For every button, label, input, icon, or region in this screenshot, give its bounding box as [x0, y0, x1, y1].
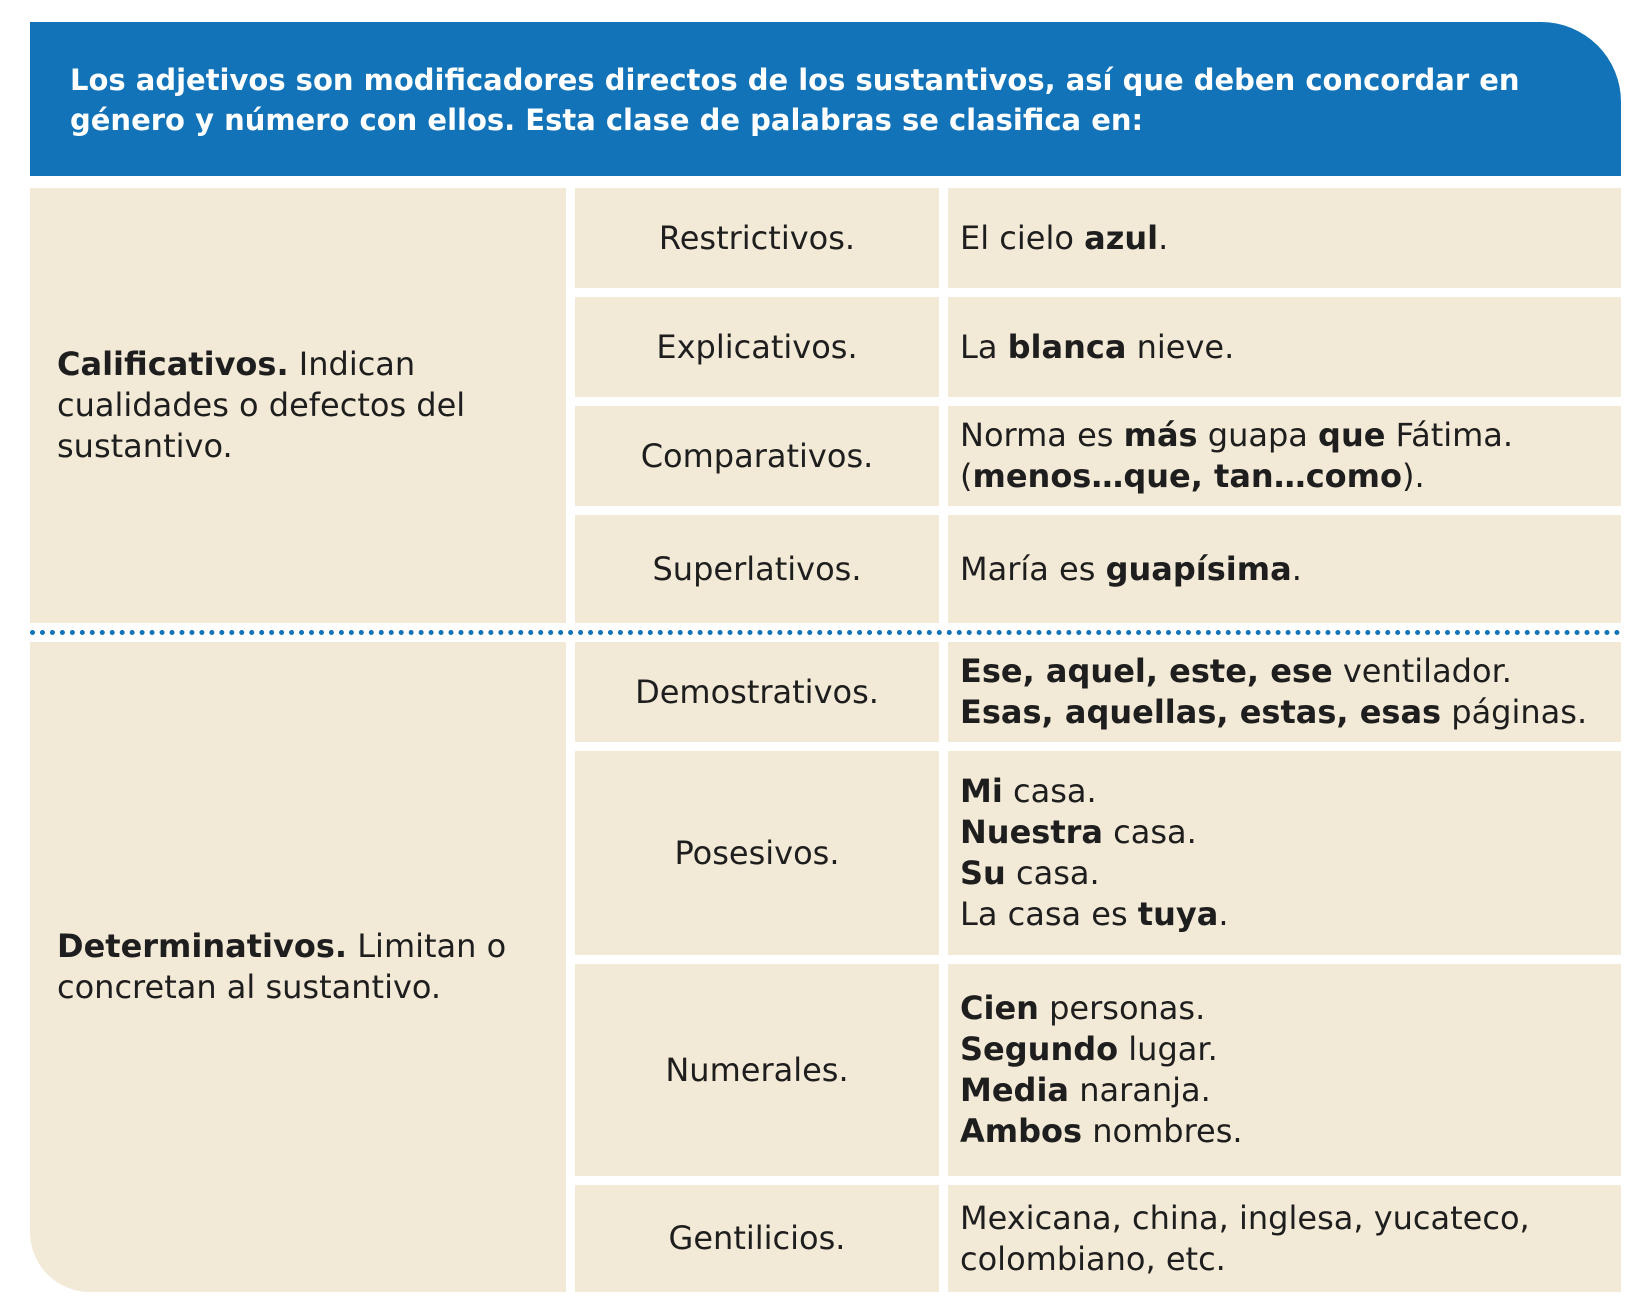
type-label-text: Restrictivos.	[658, 218, 856, 257]
example-highlight: Esas, aquellas, estas, esas	[960, 693, 1442, 731]
type-label-restrictivos	[575, 188, 939, 288]
group-determinativos-title: Determinativos.	[57, 927, 348, 965]
example-text: ).	[1401, 457, 1425, 495]
example-text: Mexicana, china, inglesa, yucateco,	[960, 1198, 1530, 1237]
type-label-numerales	[575, 964, 939, 1176]
example-text: casa.	[1102, 813, 1197, 851]
example-text: colombiano, etc.	[960, 1239, 1226, 1278]
example-text: .	[1218, 895, 1229, 933]
example-line	[960, 988, 1611, 1029]
example-highlight: Ese, aquel, este, ese	[960, 652, 1333, 690]
example-line	[960, 692, 1611, 733]
header-banner	[30, 22, 1621, 176]
example-line	[960, 549, 1611, 590]
example-line	[960, 651, 1611, 692]
example-highlight: Ambos	[960, 1112, 1083, 1150]
type-label-text: Gentilicios.	[668, 1219, 846, 1257]
type-label-text: Demostrativos.	[635, 672, 879, 711]
group-divider	[30, 630, 1621, 635]
type-label-text: Explicativos.	[656, 327, 858, 366]
example-cell-gentilicios	[948, 1185, 1621, 1292]
example-line	[960, 853, 1611, 894]
type-label-explicativos	[575, 297, 939, 397]
type-label-text: Comparativos.	[640, 436, 874, 475]
example-highlight: que	[1318, 416, 1386, 454]
example-line	[960, 1111, 1611, 1152]
example-text: personas.	[1038, 989, 1206, 1027]
example-text: ventilador.	[1332, 652, 1512, 690]
example-highlight: azul	[1084, 218, 1159, 257]
example-highlight: guapísima	[1105, 549, 1292, 588]
example-text: La casa es	[960, 895, 1138, 933]
example-text: Norma es	[960, 416, 1124, 454]
example-text: La	[960, 327, 1008, 366]
example-highlight: menos…que, tan…como	[972, 457, 1402, 495]
example-cell-comparativos	[948, 406, 1621, 506]
example-cell-posesivos	[948, 751, 1621, 955]
example-line	[960, 415, 1611, 456]
example-cell-explicativos	[948, 297, 1621, 397]
example-text: Fátima.	[1385, 416, 1514, 454]
example-line	[960, 218, 1611, 259]
type-label-comparativos	[575, 406, 939, 506]
example-highlight: Cien	[960, 989, 1039, 1027]
example-cell-demostrativos	[948, 642, 1621, 742]
example-text: .	[1291, 549, 1302, 588]
example-text: lugar.	[1118, 1030, 1218, 1068]
example-cell-numerales	[948, 964, 1621, 1176]
type-label-superlativos	[575, 515, 939, 623]
group-determinativos	[30, 642, 566, 1292]
example-line	[960, 1029, 1611, 1070]
example-cell-superlativos	[948, 515, 1621, 623]
example-highlight: Su	[960, 854, 1006, 892]
example-text: María es	[960, 549, 1106, 588]
example-text: El cielo	[960, 218, 1085, 257]
example-text: casa.	[1005, 854, 1100, 892]
group-calificativos-desc: Indican cualidades o defectos del sustantivo.	[57, 345, 466, 465]
group-determinativos-desc: Limitan o concretan al sustantivo.	[57, 927, 507, 1006]
example-line	[960, 771, 1611, 812]
example-text: casa.	[1002, 772, 1097, 810]
example-line	[960, 456, 1611, 497]
example-cell-restrictivos	[948, 188, 1621, 288]
type-label-text: Numerales.	[665, 1050, 849, 1089]
type-label-text: Posesivos.	[674, 833, 840, 872]
example-highlight: Media	[960, 1071, 1070, 1109]
example-highlight: Nuestra	[960, 813, 1103, 851]
example-line	[960, 1239, 1611, 1280]
type-label-demostrativos	[575, 642, 939, 742]
example-line	[960, 894, 1611, 935]
type-label-gentilicios	[575, 1185, 939, 1292]
header-text: Los adjetivos son modificadores directos de los sustantivos, así que deben concordar en género y número con ellos. Esta clase de palabras se clasifica en:	[70, 63, 1520, 137]
example-line	[960, 1198, 1611, 1239]
example-text: .	[1158, 218, 1169, 257]
example-highlight: blanca	[1007, 327, 1127, 366]
type-label-text: Superlativos.	[652, 549, 862, 588]
group-calificativos-title: Calificativos.	[57, 345, 289, 383]
example-highlight: tuya	[1137, 895, 1219, 933]
example-text: páginas.	[1441, 693, 1588, 731]
example-text: guapa	[1197, 416, 1319, 454]
example-line	[960, 812, 1611, 853]
type-label-posesivos	[575, 751, 939, 955]
example-highlight: Mi	[960, 772, 1003, 810]
example-line	[960, 327, 1611, 368]
example-text: nieve.	[1126, 327, 1235, 366]
group-calificativos	[30, 188, 566, 623]
example-line	[960, 1070, 1611, 1111]
example-text: naranja.	[1069, 1071, 1211, 1109]
example-highlight: más	[1123, 416, 1198, 454]
example-text: (	[960, 457, 973, 495]
example-highlight: Segundo	[960, 1030, 1119, 1068]
example-text: nombres.	[1082, 1112, 1243, 1150]
